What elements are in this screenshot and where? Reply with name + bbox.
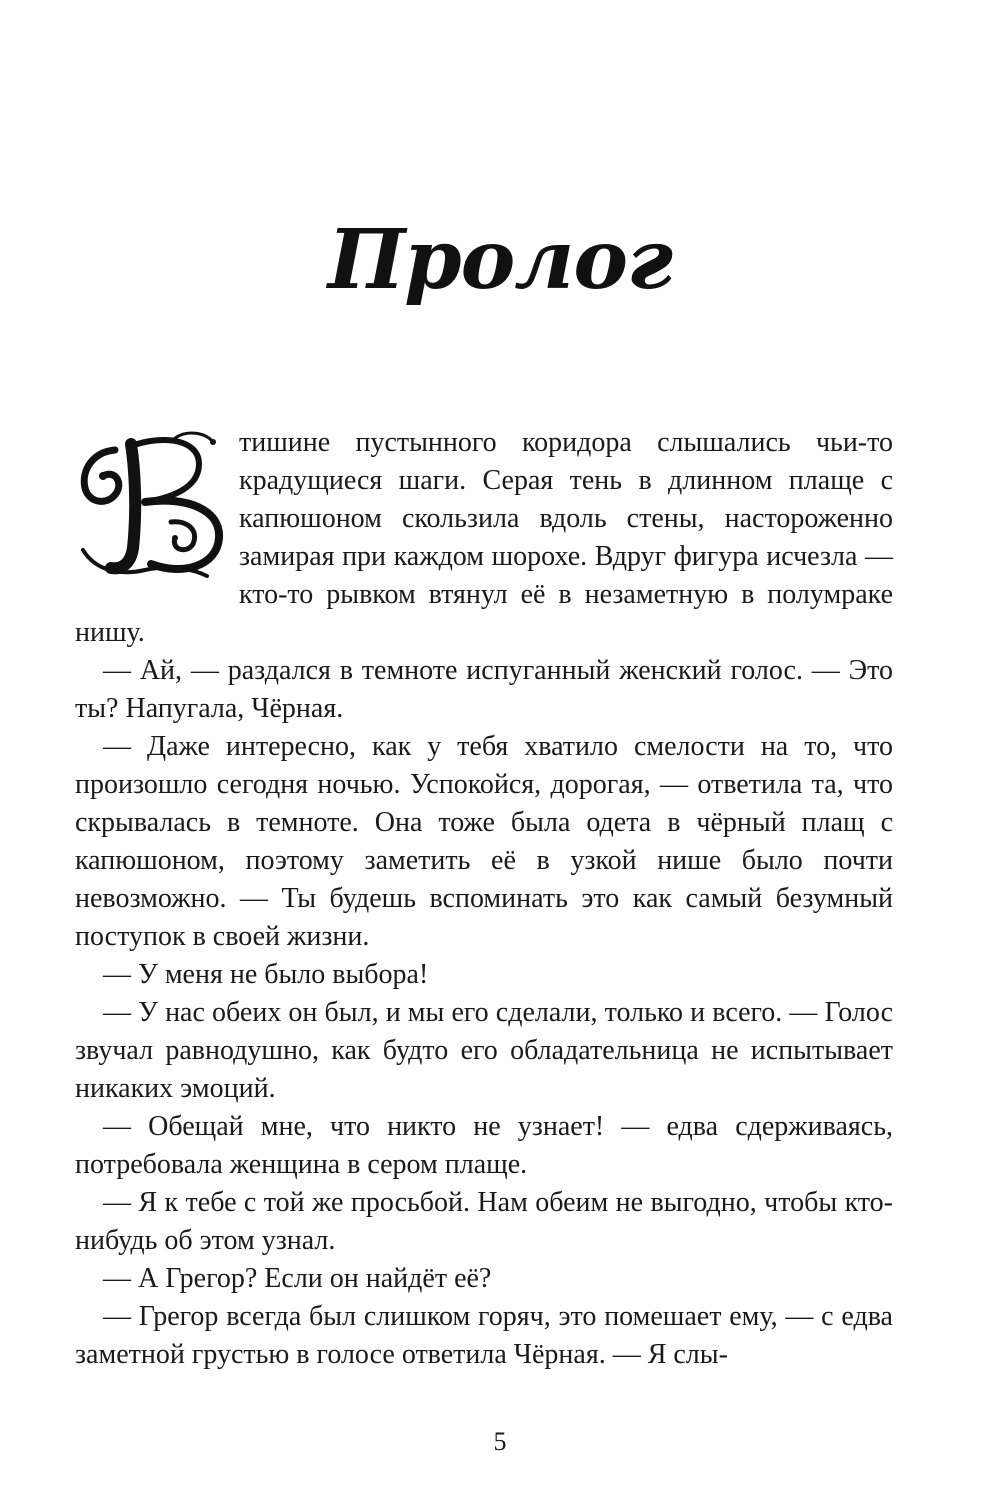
paragraph-4: — У меня не было выбора! bbox=[103, 959, 429, 990]
paragraph-1 bbox=[75, 424, 893, 652]
drop-cap-ornament bbox=[75, 430, 225, 578]
paragraph-3: — Даже интересно, как у тебя хватило смелости на то, что произошло сегодня ночью. Успокойся, дорогая, — ответила та, что скрывалась в темноте. Она тоже была одета в чёрный плащ с капюшоном, поэтому заметить её в узкой нише было почти невозможно. — Ты будешь вспоминать это как самый безумный поступок в своей жизни. bbox=[75, 731, 893, 952]
paragraph-6: — Обещай мне, что никто не узнает! — едва сдерживаясь, потребовала женщина в сером плаще. bbox=[75, 1111, 893, 1180]
paragraph-9: — Грегор всегда был слишком горяч, это помешает ему, — с едва заметной грустью в голосе ответила Чёрная. — Я слы- bbox=[75, 1301, 893, 1370]
chapter-title: Пролог bbox=[327, 212, 673, 308]
paragraph-2: — Ай, — раздался в темноте испуганный женский голос. — Это ты? Напугала, Чёрная. bbox=[75, 655, 893, 724]
paragraph-5: — У нас обеих он был, и мы его сделали, только и всего. — Голос звучал равнодушно, как будто его обладательница не испытывает никаких эмоций. bbox=[75, 997, 893, 1104]
chapter-text bbox=[75, 424, 893, 1374]
paragraph-1-text: тишине пустынного коридора слышались чьи-то крадущиеся шаги. Серая тень в длинном плаще с капюшоном скользила вдоль стены, настороженно замирая при каждом шорохе. Вдруг фигура исчезла — кто-то рывком втянул её в незаметную в полумраке нишу. bbox=[75, 427, 893, 648]
page-number: 5 bbox=[493, 1427, 507, 1456]
paragraph-7: — Я к тебе с той же просьбой. Нам обеим не выгодно, чтобы кто-нибудь об этом узнал. bbox=[75, 1187, 893, 1256]
paragraph-8: — А Грегор? Если он найдёт её? bbox=[103, 1263, 492, 1294]
